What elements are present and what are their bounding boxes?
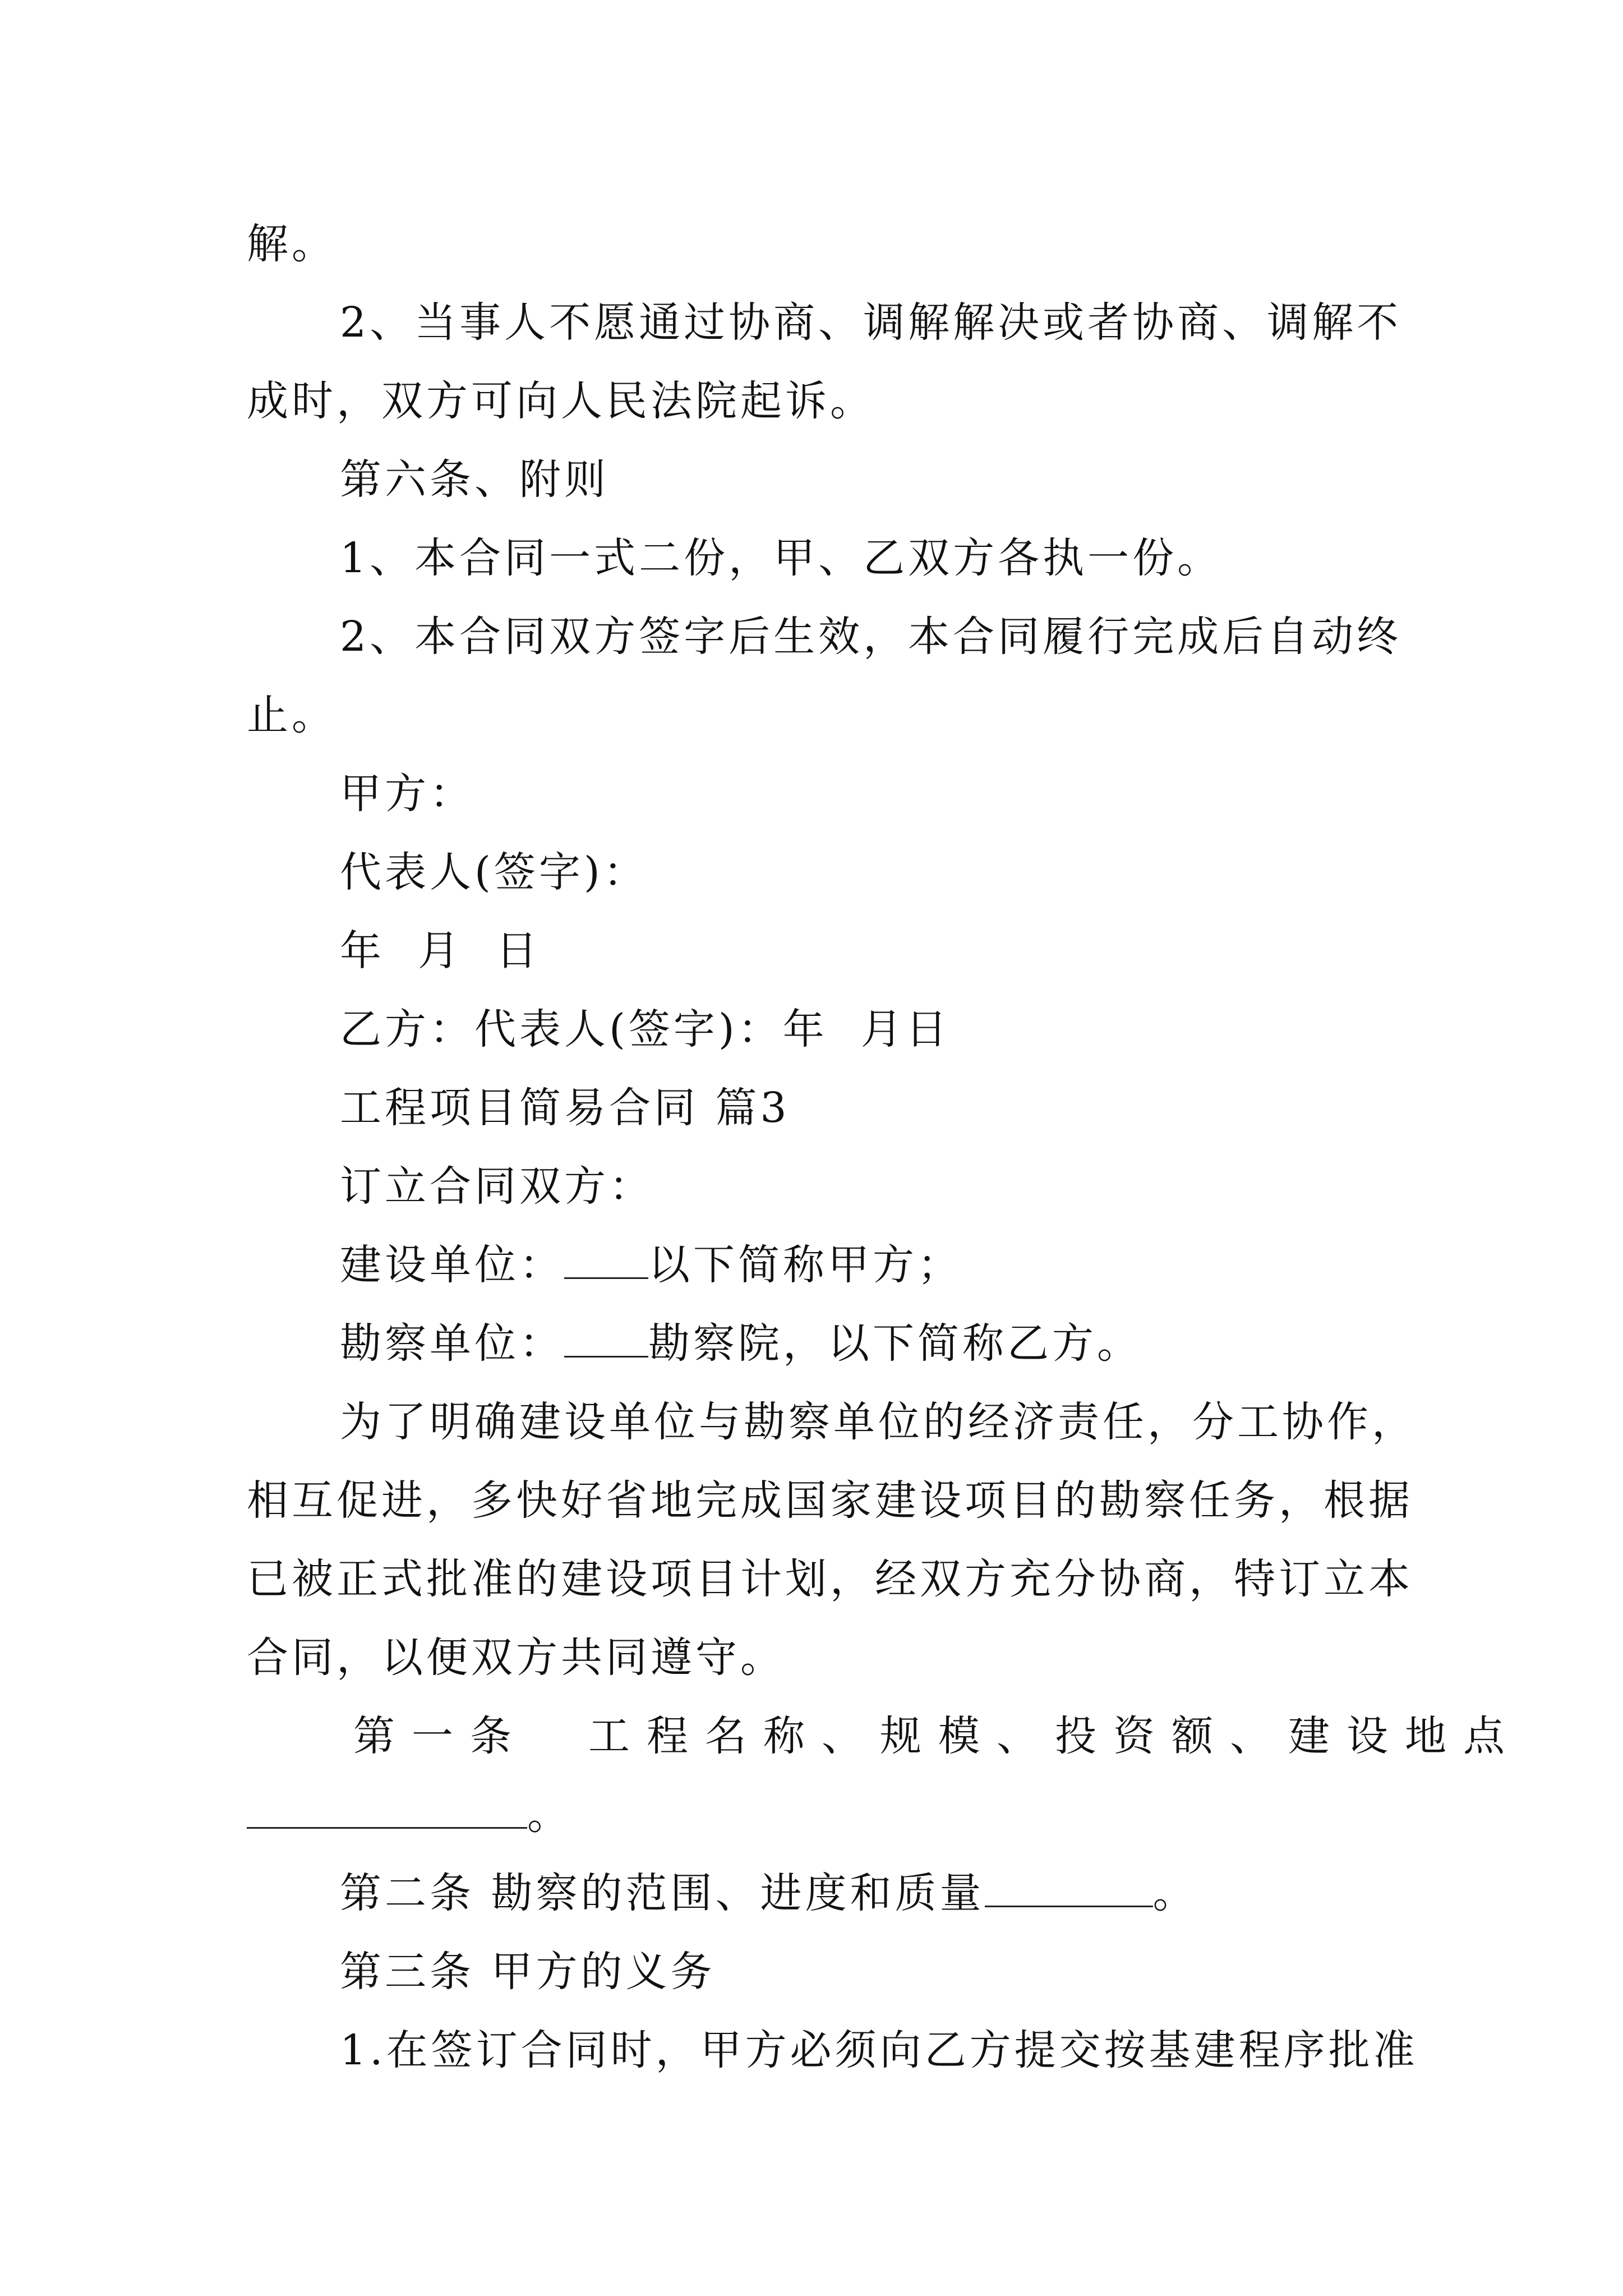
party-a-label: 建设单位： — [340, 1241, 564, 1289]
text-line: 2、本合同双方签字后生效，本合同履行完成后自动终 — [340, 613, 1402, 661]
blank-underline — [247, 1793, 527, 1829]
signature-party-b: 乙方：代表人(签字)：年 月日 — [340, 1005, 951, 1053]
party-a-line — [340, 1237, 962, 1293]
text-line: 1.在签订合同时，甲方必须向乙方提交按基建程序批准 — [340, 2026, 1418, 2074]
article-one-blank-line — [247, 1787, 572, 1843]
signature-date: 年 月 日 — [340, 927, 541, 975]
article-one-end: 。 — [527, 1791, 572, 1839]
blank-underline — [564, 1244, 648, 1279]
signature-representative: 代表人(签字)： — [340, 848, 648, 896]
article-two-end: 。 — [1152, 1869, 1198, 1917]
text-line: 相互促进，多快好省地完成国家建设项目的勘察任务，根据 — [247, 1476, 1413, 1525]
article-one: 第一条 工程名称、规模、投资额、建设地点 — [353, 1712, 1522, 1760]
signature-party-a: 甲方： — [340, 770, 474, 818]
text-line: 合同，以便双方共同遵守。 — [247, 1634, 785, 1682]
text-line: 解。 — [247, 220, 336, 268]
text-line: 已被正式批准的建设项目计划，经双方充分协商，特订立本 — [247, 1555, 1413, 1603]
contract-title: 工程项目简易合同 篇3 — [340, 1084, 790, 1132]
party-a-suffix: 以下简称甲方； — [648, 1241, 962, 1289]
section-heading: 第六条、附则 — [340, 455, 609, 504]
text-line: 止。 — [247, 691, 336, 739]
text-line: 1、本合同一式二份，甲、乙双方各执一份。 — [340, 534, 1223, 582]
text-line: 订立合同双方： — [340, 1162, 654, 1211]
article-two — [340, 1865, 1198, 1921]
blank-underline — [985, 1872, 1153, 1907]
text-line: 2、当事人不愿通过协商、调解解决或者协商、调解不 — [340, 298, 1402, 347]
text-line: 为了明确建设单位与勘察单位的经济责任，分工协作， — [340, 1398, 1417, 1446]
party-b-label: 勘察单位： — [340, 1319, 564, 1368]
article-two-text: 第二条 勘察的范围、进度和质量 — [340, 1869, 985, 1917]
blank-underline — [564, 1322, 648, 1358]
party-b-suffix: 勘察院，以下简称乙方。 — [648, 1319, 1142, 1368]
party-b-line — [340, 1315, 1142, 1372]
article-three: 第三条 甲方的义务 — [340, 1948, 716, 1996]
text-line: 成时，双方可向人民法院起诉。 — [247, 377, 875, 425]
